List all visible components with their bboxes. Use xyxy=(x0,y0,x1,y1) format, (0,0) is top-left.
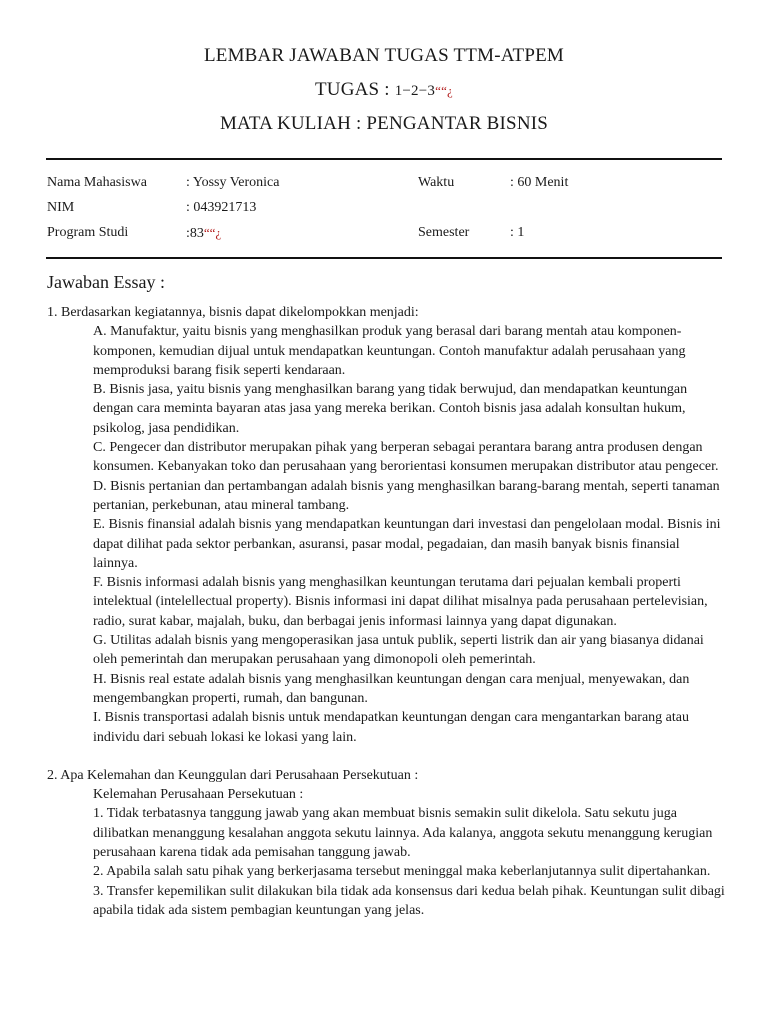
tugas-label: TUGAS : xyxy=(314,79,395,100)
tugas-garbled-mark: ““¿ xyxy=(435,83,454,98)
answer-1-item-a: A. Manufaktur, yaitu bisnis yang menghasilkan produk yang berasal dari barang mentah atau komponen-komponen, kemudian dijual untuk mendapatkan keuntungan. Contoh manufaktur adalah perusahaan yang memproduksi barang fisik seperti kendaraan. xyxy=(93,324,686,378)
answer-2-item-1: 1. Tidak terbatasnya tanggung jawab yang akan membuat bisnis semakin sulit dikelola. Satu sekutu juga dilibatkan menanggung kesalahan anggota sekutu lainnya. Ada kalanya, anggota sekutu menanggung kerugian perusahaan karena tidak ada pemisahan tanggung jawab. xyxy=(93,806,713,861)
question-1-intro: 1. Berdasarkan kegiatannya, bisnis dapat dikelompokkan menjadi: xyxy=(47,305,419,320)
top-divider xyxy=(46,158,722,160)
answer-1-item-i: I. Bisnis transportasi adalah bisnis untuk mendapatkan keuntungan dengan cara mengantarkan barang atau individu dari sebuah lokasi ke lokasi yang lain. xyxy=(93,710,689,745)
course-title: MATA KULIAH : PENGANTAR BISNIS xyxy=(219,113,549,134)
essay-heading: Jawaban Essay : xyxy=(47,272,165,292)
answer-1-item-h: H. Bisnis real estate adalah bisnis yang menghasilkan keuntungan dengan cara menjual, menyewakan, dan mengembangkan properti, rumah, dan bangunan. xyxy=(93,671,690,706)
answer-1-item-f: F. Bisnis informasi adalah bisnis yang menghasilkan keuntungan terutama dari pejualan kembali properti intelektual (intelellectual property). Bisnis informasi ini dapat dilihat misalnya pada perusahaan pertelevisian, radio, surat kabar, majalah, buku, dan berbagai jenis informasi lainnya yang dapat digunakan. xyxy=(93,575,708,629)
semester-label: Semester xyxy=(418,225,470,240)
paragraph-gap xyxy=(47,747,727,766)
semester-value: : 1 xyxy=(510,225,525,240)
prodi-garbled-mark: ““¿ xyxy=(203,225,222,240)
nim-value: : 043921713 xyxy=(186,200,257,215)
answer-1-item-g: G. Utilitas adalah bisnis yang mengoperasikan jasa untuk publik, seperti listrik dan air yang biasanya didanai oleh pemerintah dan merupakan perusahaan yang dimonopoli oleh pemerintah. xyxy=(93,633,704,668)
answer-1-item-e: E. Bisnis finansial adalah bisnis yang mendapatkan keuntungan dari investasi dan pengelolaan modal. Bisnis ini dapat dilihat pada sektor perbankan, asuransi, pasar modal, pegadaian, dan masih banyak bisnis finansial lainnya. xyxy=(93,517,721,571)
question-2-intro: 2. Apa Kelemahan dan Keunggulan dari Perusahaan Persekutuan : xyxy=(47,767,419,783)
waktu-value: : 60 Menit xyxy=(510,175,569,190)
answer-1-item-d: D. Bisnis pertanian dan pertambangan adalah bisnis yang menghasilkan barang-barang mentah, seperti tanaman pertanian, perkebunan, atau mineral tambang. xyxy=(93,478,720,513)
nama-label: Nama Mahasiswa xyxy=(47,175,147,190)
answer-1-item-c: C. Pengecer dan distributor merupakan pihak yang berperan sebagai perantara barang antra produsen dengan konsumen. Kebanyakan toko dan perusahaan yang berorientasi konsumen merupakan distributor atau pengecer. xyxy=(93,440,719,475)
answer-2-item-2: 2. Apabila salah satu pihak yang berkerjasama tersebut meninggal maka keberlanjutannya sulit dipertahankan. xyxy=(93,864,711,880)
answer-2-subheading: Kelemahan Perusahaan Persekutuan : xyxy=(93,787,304,803)
nim-label: NIM xyxy=(47,200,75,215)
prodi-value xyxy=(186,225,221,242)
answer-2-item-3: 3. Transfer kepemilikan sulit dilakukan bila tidak ada konsensus dari kedua belah pihak. Keuntungan sulit dibagi apabila tidak ada sistem pembagian keuntungan yang jelas. xyxy=(93,883,725,918)
document-title: LEMBAR JAWABAN TUGAS TTM-ATPEM xyxy=(203,45,565,66)
nama-value: : Yossy Veronica xyxy=(186,175,280,190)
tugas-line xyxy=(0,79,768,101)
waktu-label: Waktu xyxy=(418,175,455,190)
essay-body xyxy=(47,303,727,920)
prodi-value-text: :83 xyxy=(186,226,204,241)
prodi-label: Program Studi xyxy=(47,225,129,240)
tugas-number: 1−2−3 xyxy=(394,83,436,99)
bottom-divider xyxy=(46,257,722,259)
answer-1-item-b: B. Bisnis jasa, yaitu bisnis yang menghasilkan barang yang tidak berwujud, dan mendapatkan keuntungan dengan cara meminta bayaran atas jasa yang mereka berikan. Contoh bisnis jasa adalah konsultan hukum, psikolog, jasa pendidikan. xyxy=(93,382,688,436)
